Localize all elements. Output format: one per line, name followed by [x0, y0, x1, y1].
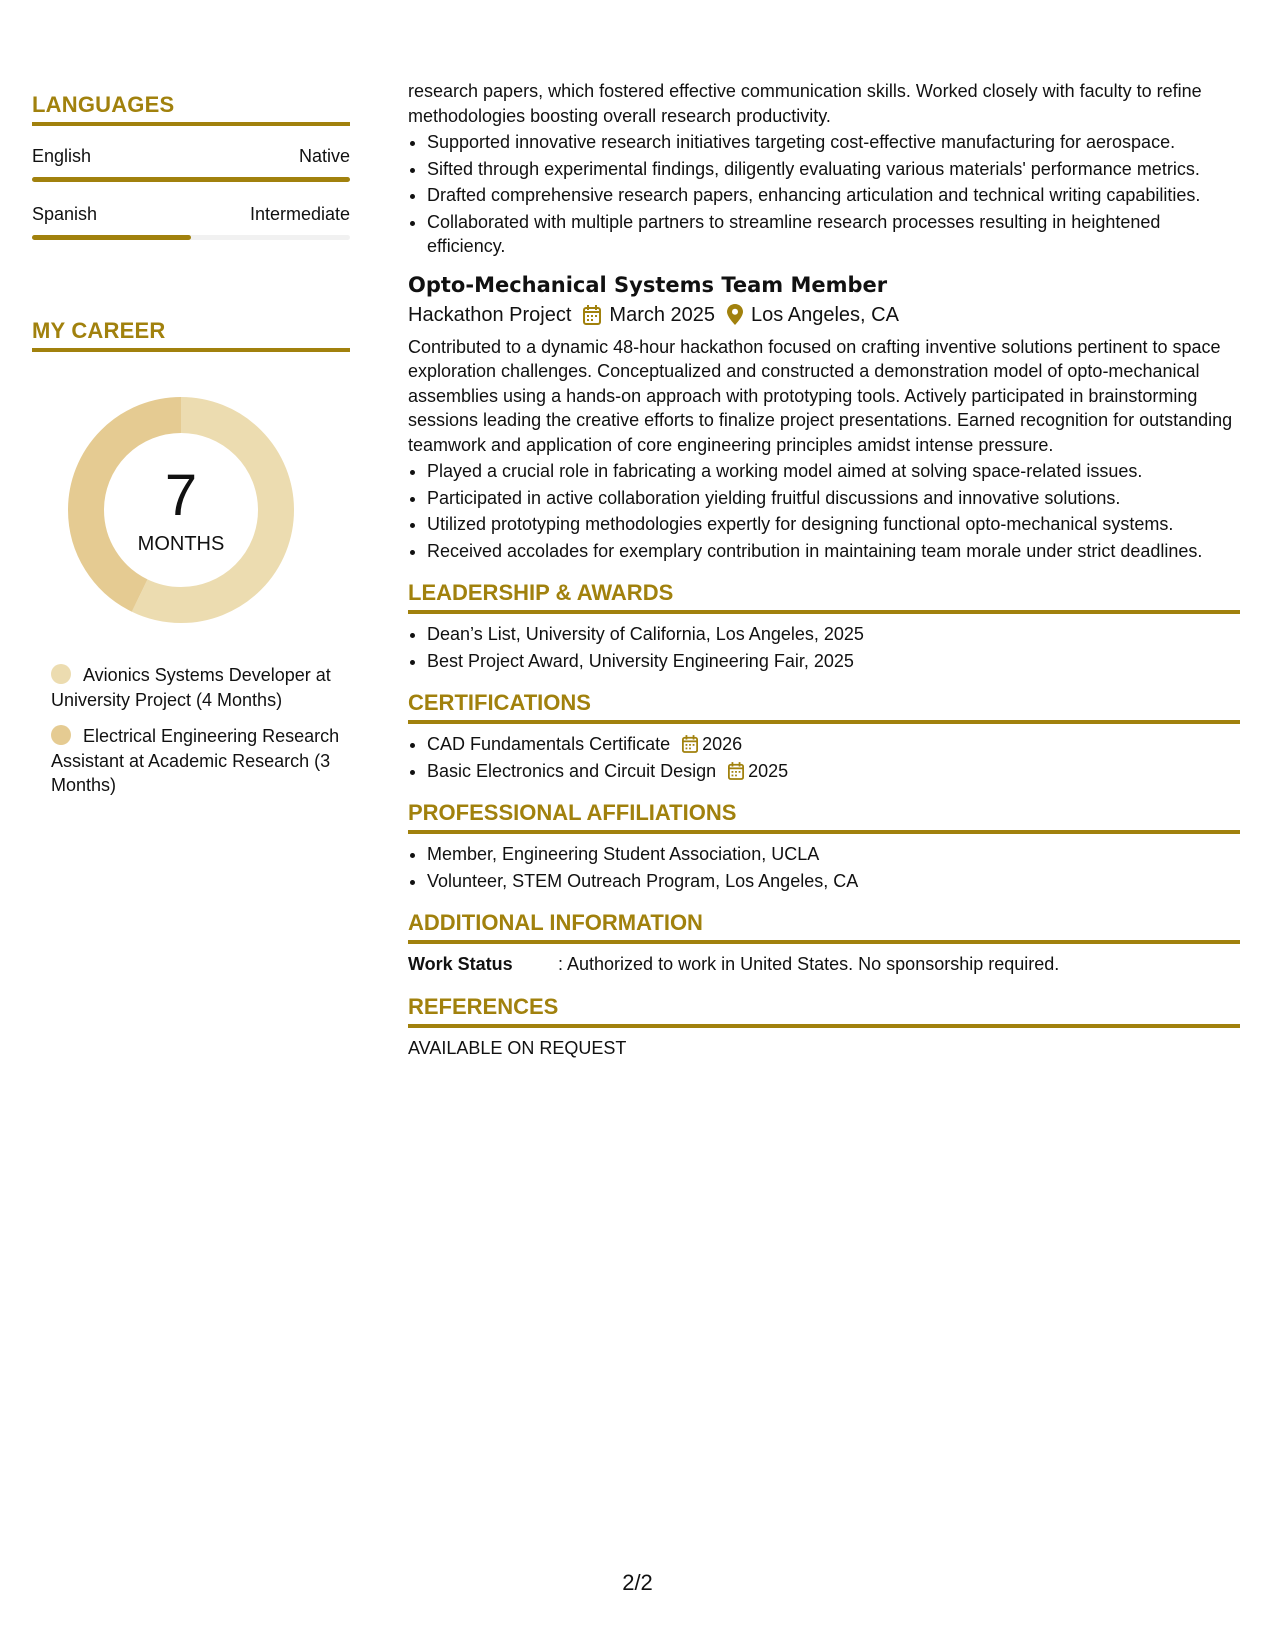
- certification-year: 2025: [748, 760, 789, 781]
- donut-center: [66, 395, 296, 625]
- job-date: March 2025: [609, 303, 716, 326]
- references-heading: REFERENCES: [408, 993, 1240, 1028]
- career-total-unit: MONTHS: [137, 533, 225, 555]
- affiliations-list: [408, 842, 1240, 893]
- list-item: • Collaborated with multiple partners to streamline research processes resulting in heightened efficiency.: [427, 210, 1240, 259]
- legend-label: Avionics Systems Developer at University Project (4 Months): [51, 665, 331, 710]
- career-heading: MY CAREER: [32, 318, 350, 352]
- leadership-list: [408, 622, 1240, 673]
- language-proficiency-bar: [32, 177, 350, 182]
- map-pin-icon: [727, 304, 743, 325]
- previous-job-continued-text: research papers, which fostered effective communication skills. Worked closely with faculty to refine methodologies boosting overall research productivity.: [408, 81, 1202, 126]
- legend-item: [51, 663, 350, 712]
- language-proficiency-fill: [32, 235, 191, 240]
- work-status-label: Work Status: [408, 954, 513, 974]
- list-item: • Best Project Award, University Engineering Fair, 2025: [427, 649, 1240, 674]
- affiliations-heading: PROFESSIONAL AFFILIATIONS: [408, 799, 1240, 834]
- calendar-icon: [682, 735, 698, 753]
- work-status-value: : Authorized to work in United States. No sponsorship required.: [558, 954, 1060, 974]
- right-column: [408, 79, 1240, 1060]
- job-bullets: [408, 459, 1240, 563]
- references-text: AVAILABLE ON REQUEST: [408, 1037, 627, 1058]
- language-name: English: [32, 146, 92, 166]
- job-meta: [408, 301, 1240, 329]
- language-level: Native: [298, 146, 350, 166]
- list-item: • Participated in active collaboration yielding fruitful discussions and innovative solutions.: [427, 486, 1240, 511]
- leadership-heading: LEADERSHIP & AWARDS: [408, 579, 1240, 614]
- list-item: • Utilized prototyping methodologies expertly for designing functional opto-mechanical systems.: [427, 512, 1240, 537]
- list-item: [427, 759, 1240, 784]
- legend-dot-icon: [51, 664, 71, 684]
- language-proficiency-fill: [32, 177, 350, 182]
- legend-label: Electrical Engineering Research Assistant at Academic Research (3 Months): [51, 726, 340, 795]
- list-item: • Dean’s List, University of California, Los Angeles, 2025: [427, 622, 1240, 647]
- legend-dot-icon: [51, 725, 71, 745]
- language-level: Intermediate: [249, 204, 350, 224]
- calendar-icon: [583, 305, 601, 325]
- previous-job-bullets: [408, 130, 1240, 259]
- calendar-icon: [728, 762, 744, 780]
- certification-name: • Basic Electronics and Circuit Design: [427, 760, 717, 781]
- list-item: • Sifted through experimental findings, diligently evaluating various materials' performance metrics.: [427, 157, 1240, 182]
- job-title: Opto-Mechanical Systems Team Member: [408, 272, 888, 297]
- language-proficiency-bar: [32, 235, 350, 240]
- list-item: [427, 732, 1240, 757]
- list-item: • Received accolades for exemplary contribution in maintaining team morale under strict deadlines.: [427, 539, 1240, 564]
- job-organization: Hackathon Project: [408, 303, 572, 326]
- list-item: • Supported innovative research initiatives targeting cost-effective manufacturing for aerospace.: [427, 130, 1240, 155]
- certification-year: 2026: [702, 734, 743, 754]
- list-item: • Drafted comprehensive research papers, enhancing articulation and technical writing capabilities.: [427, 183, 1240, 208]
- work-status-row: [408, 952, 1240, 977]
- legend-item: [51, 724, 350, 798]
- languages-heading: LANGUAGES: [32, 92, 350, 126]
- job-location: Los Angeles, CA: [751, 303, 899, 326]
- page-indicator: 2/2: [622, 1570, 653, 1595]
- language-name: Spanish: [32, 204, 98, 224]
- certifications-list: [408, 732, 1240, 783]
- language-item: [32, 204, 350, 240]
- language-item: [32, 146, 350, 182]
- career-donut-chart: [66, 395, 296, 625]
- list-item: • Volunteer, STEM Outreach Program, Los Angeles, CA: [427, 869, 1240, 894]
- career-legend: [32, 663, 350, 798]
- job-description: Contributed to a dynamic 48-hour hackathon focused on crafting inventive solutions pertinent to space exploration challenges. Conceptualized and constructed a demonstration model of opto-mechanical assemblies using a hands-on approach with prototyping tools. Actively participated in brainstorming sessions leading the creative efforts to finalize project presentations. Earned recognition for outstanding teamwork and application of core engineering principles amidst intense pressure.: [408, 336, 1233, 455]
- additional-info-heading: ADDITIONAL INFORMATION: [408, 909, 1240, 944]
- list-item: • Played a crucial role in fabricating a working model aimed at solving space-related issues.: [427, 459, 1240, 484]
- list-item: • Member, Engineering Student Association, UCLA: [427, 842, 1240, 867]
- certifications-heading: CERTIFICATIONS: [408, 689, 1240, 724]
- certification-name: • CAD Fundamentals Certificate: [427, 734, 671, 754]
- career-total-months: 7: [164, 463, 198, 528]
- left-column: [32, 92, 350, 810]
